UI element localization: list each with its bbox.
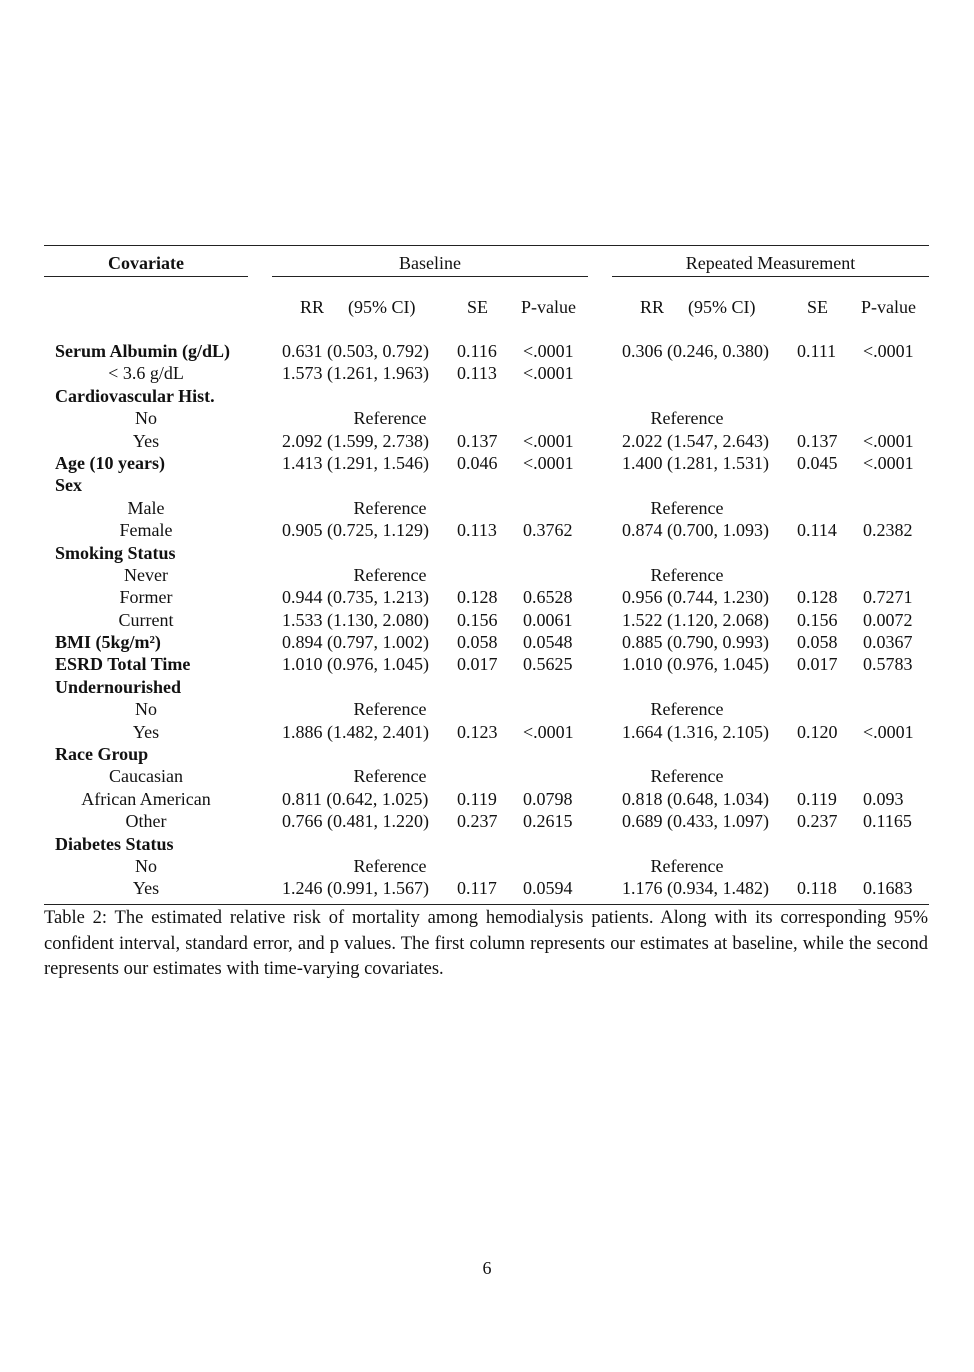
table-row — [0, 631, 974, 653]
covariate-level-label: No — [135, 408, 157, 429]
baseline-rr-ci-cell: 0.631 (0.503, 0.792) — [282, 341, 429, 361]
table-row — [0, 653, 974, 675]
repeated-rr-ci-cell: 0.689 (0.433, 1.097) — [622, 811, 769, 832]
repeated-rr-ci-cell: 2.022 (1.547, 2.643) — [622, 430, 769, 451]
baseline-rr-ci-cell: 2.092 (1.599, 2.738) — [282, 430, 429, 451]
baseline-p-value-cell: 0.3762 — [523, 520, 573, 541]
covariate-label: Serum Albumin (g/dL) — [55, 341, 231, 361]
repeated-reference-cell: Reference — [650, 855, 724, 876]
baseline-rr-ci-cell: 1.246 (0.991, 1.567) — [282, 878, 429, 899]
covariate-midrule — [44, 276, 248, 277]
table-row — [0, 833, 974, 855]
repeated-se-header: SE — [807, 297, 829, 317]
baseline-header: Baseline — [399, 253, 461, 273]
repeated-se-cell: 0.058 — [797, 632, 838, 653]
repeated-p-value-cell: 0.1683 — [863, 878, 913, 899]
baseline-se-cell: 0.128 — [457, 587, 498, 608]
repeated-p-value-cell: <.0001 — [863, 452, 914, 473]
baseline-rr-ci-cell: 1.010 (0.976, 1.045) — [282, 654, 429, 675]
repeated-rr-ci-cell: 1.522 (1.120, 2.068) — [622, 609, 769, 630]
repeated-reference-cell: Reference — [650, 766, 724, 787]
covariate-level-label: Female — [119, 520, 173, 541]
baseline-reference-cell: Reference — [353, 699, 427, 720]
repeated-se-cell: 0.114 — [797, 520, 837, 541]
repeated-se-cell: 0.111 — [797, 341, 837, 361]
repeated-reference-cell: Reference — [650, 564, 724, 585]
repeated-p-value-cell: 0.1165 — [863, 811, 912, 832]
table-bottom-rule — [44, 904, 929, 905]
covariate-level-label: Yes — [132, 878, 160, 899]
baseline-ci-header: (95% CI) — [348, 297, 416, 317]
baseline-reference-cell: Reference — [353, 855, 427, 876]
repeated-rr-ci-cell: 1.010 (0.976, 1.045) — [622, 654, 769, 675]
baseline-p-value-cell: 0.0548 — [523, 632, 573, 653]
repeated-p-value-cell: <.0001 — [863, 721, 914, 742]
repeated-se-cell: 0.017 — [797, 654, 838, 675]
baseline-p-value-cell: <.0001 — [523, 452, 574, 473]
baseline-se-cell: 0.137 — [457, 430, 498, 451]
repeated-p-value-cell: 0.093 — [863, 788, 904, 809]
table-row — [0, 430, 974, 452]
table-row — [0, 385, 974, 407]
baseline-p-value-cell: <.0001 — [523, 363, 574, 384]
covariate-label: Cardiovascular Hist. — [55, 385, 215, 406]
repeated-rr-ci-cell: 0.956 (0.744, 1.230) — [622, 587, 769, 608]
table-row — [0, 474, 974, 496]
covariate-label: Smoking Status — [55, 542, 176, 563]
repeated-se-cell: 0.120 — [797, 721, 838, 742]
baseline-se-cell: 0.237 — [457, 811, 498, 832]
table-row — [0, 542, 974, 564]
table-row — [0, 765, 974, 787]
baseline-p-value-cell: <.0001 — [523, 341, 574, 361]
baseline-reference-cell: Reference — [353, 408, 427, 429]
covariate-header: Covariate — [108, 253, 184, 273]
repeated-se-cell: 0.156 — [797, 609, 838, 630]
table-body — [0, 340, 974, 900]
baseline-rr-ci-cell: 1.886 (1.482, 2.401) — [282, 721, 429, 742]
repeated-p-value-cell: 0.0072 — [863, 609, 913, 630]
repeated-se-cell: 0.045 — [797, 452, 838, 473]
covariate-label: BMI (5kg/m²) — [55, 632, 161, 653]
table-row — [0, 698, 974, 720]
baseline-se-cell: 0.117 — [457, 878, 497, 899]
baseline-reference-cell: Reference — [353, 766, 427, 787]
covariate-level-label: Yes — [132, 721, 160, 742]
covariate-level-label: African American — [81, 788, 211, 809]
repeated-se-cell: 0.137 — [797, 430, 838, 451]
repeated-reference-cell: Reference — [650, 497, 724, 518]
table-row — [0, 586, 974, 608]
repeated-header: Repeated Measurement — [685, 253, 856, 273]
table-row — [0, 877, 974, 899]
repeated-ci-header: (95% CI) — [688, 297, 756, 317]
baseline-rr-ci-cell: 0.811 (0.642, 1.025) — [282, 788, 429, 809]
covariate-level-label: Former — [119, 587, 173, 608]
repeated-se-cell: 0.118 — [797, 878, 837, 899]
baseline-p-value-cell: 0.0594 — [523, 878, 573, 899]
baseline-p-value-cell: 0.5625 — [523, 654, 573, 675]
baseline-se-cell: 0.017 — [457, 654, 498, 675]
covariate-label: Sex — [55, 475, 82, 496]
table-top-rule — [44, 245, 929, 246]
baseline-rr-ci-cell: 0.944 (0.735, 1.213) — [282, 587, 429, 608]
baseline-se-cell: 0.058 — [457, 632, 498, 653]
repeated-se-cell: 0.237 — [797, 811, 838, 832]
repeated-rr-ci-cell: 0.885 (0.790, 0.993) — [622, 632, 769, 653]
repeated-se-cell: 0.128 — [797, 587, 838, 608]
baseline-rr-ci-cell: 0.894 (0.797, 1.002) — [282, 632, 429, 653]
baseline-rr-ci-cell: 1.533 (1.130, 2.080) — [282, 609, 429, 630]
baseline-p-value-cell: 0.0061 — [523, 609, 573, 630]
repeated-rr-ci-cell: 1.176 (0.934, 1.482) — [622, 878, 769, 899]
table-row — [0, 407, 974, 429]
baseline-rr-ci-cell: 1.573 (1.261, 1.963) — [282, 363, 429, 384]
table-row — [0, 810, 974, 832]
table-row — [0, 362, 974, 384]
repeated-rr-header: RR — [640, 297, 665, 317]
table-caption: Table 2: The estimated relative risk of mortality among hemodialysis patients. Along with its corresponding 95% confident interval, standard error, and p values. The first column represents our estimates at baseline, while the second represents our estimates with time-varying covariates. — [44, 908, 928, 979]
covariate-label: Race Group — [55, 744, 149, 765]
repeated-se-cell: 0.119 — [797, 788, 837, 809]
table-row — [0, 497, 974, 519]
baseline-se-header: SE — [467, 297, 489, 317]
baseline-p-value-cell: <.0001 — [523, 721, 574, 742]
table-row — [0, 743, 974, 765]
baseline-p-value-cell: 0.6528 — [523, 587, 573, 608]
table-row — [0, 788, 974, 810]
baseline-rr-ci-cell: 0.766 (0.481, 1.220) — [282, 811, 429, 832]
repeated-p-value-cell: 0.2382 — [863, 520, 913, 541]
covariate-level-label: Yes — [132, 430, 160, 451]
repeated-rr-ci-cell: 0.818 (0.648, 1.034) — [622, 788, 769, 809]
baseline-p-header: P-value — [521, 297, 576, 317]
baseline-p-value-cell: 0.2615 — [523, 811, 573, 832]
covariate-level-label: No — [135, 699, 157, 720]
covariate-level-label: Caucasian — [109, 766, 183, 787]
table-row — [0, 855, 974, 877]
page-number: 6 — [482, 1258, 492, 1278]
table-row — [0, 609, 974, 631]
covariate-label: Age (10 years) — [55, 452, 165, 473]
repeated-p-header: P-value — [861, 297, 916, 317]
covariate-label: Undernourished — [55, 676, 182, 697]
baseline-p-value-cell: <.0001 — [523, 430, 574, 451]
table-row — [0, 721, 974, 743]
covariate-level-label: Male — [127, 497, 165, 518]
table-row — [0, 519, 974, 541]
covariate-level-label: Never — [124, 564, 168, 585]
baseline-rr-header: RR — [300, 297, 325, 317]
repeated-p-value-cell: <.0001 — [863, 341, 914, 361]
baseline-se-cell: 0.119 — [457, 788, 497, 809]
repeated-rr-ci-cell: 0.874 (0.700, 1.093) — [622, 520, 769, 541]
baseline-se-cell: 0.156 — [457, 609, 498, 630]
baseline-reference-cell: Reference — [353, 564, 427, 585]
baseline-se-cell: 0.113 — [457, 363, 497, 384]
covariate-level-label: Current — [118, 609, 174, 630]
baseline-se-cell: 0.116 — [457, 341, 497, 361]
repeated-p-value-cell: 0.0367 — [863, 632, 913, 653]
repeated-p-value-cell: 0.7271 — [863, 587, 913, 608]
table-row — [0, 676, 974, 698]
repeated-rr-ci-cell: 0.306 (0.246, 0.380) — [622, 341, 769, 361]
baseline-p-value-cell: 0.0798 — [523, 788, 573, 809]
repeated-midrule — [612, 276, 929, 277]
baseline-rr-ci-cell: 0.905 (0.725, 1.129) — [282, 520, 429, 541]
covariate-label: ESRD Total Time — [55, 654, 191, 675]
table-row — [0, 452, 974, 474]
repeated-p-value-cell: <.0001 — [863, 430, 914, 451]
repeated-reference-cell: Reference — [650, 699, 724, 720]
baseline-reference-cell: Reference — [353, 497, 427, 518]
baseline-se-cell: 0.113 — [457, 520, 497, 541]
repeated-p-value-cell: 0.5783 — [863, 654, 913, 675]
table-row — [0, 564, 974, 586]
covariate-label: Diabetes Status — [55, 833, 174, 854]
repeated-rr-ci-cell: 1.400 (1.281, 1.531) — [622, 452, 769, 473]
repeated-rr-ci-cell: 1.664 (1.316, 2.105) — [622, 721, 769, 742]
covariate-level-label: No — [135, 855, 157, 876]
covariate-level-label: < 3.6 g/dL — [108, 363, 184, 384]
baseline-se-cell: 0.046 — [457, 452, 498, 473]
baseline-midrule — [272, 276, 588, 277]
baseline-rr-ci-cell: 1.413 (1.291, 1.546) — [282, 452, 429, 473]
table-row — [0, 340, 974, 362]
covariate-level-label: Other — [125, 811, 167, 832]
repeated-reference-cell: Reference — [650, 408, 724, 429]
baseline-se-cell: 0.123 — [457, 721, 498, 742]
